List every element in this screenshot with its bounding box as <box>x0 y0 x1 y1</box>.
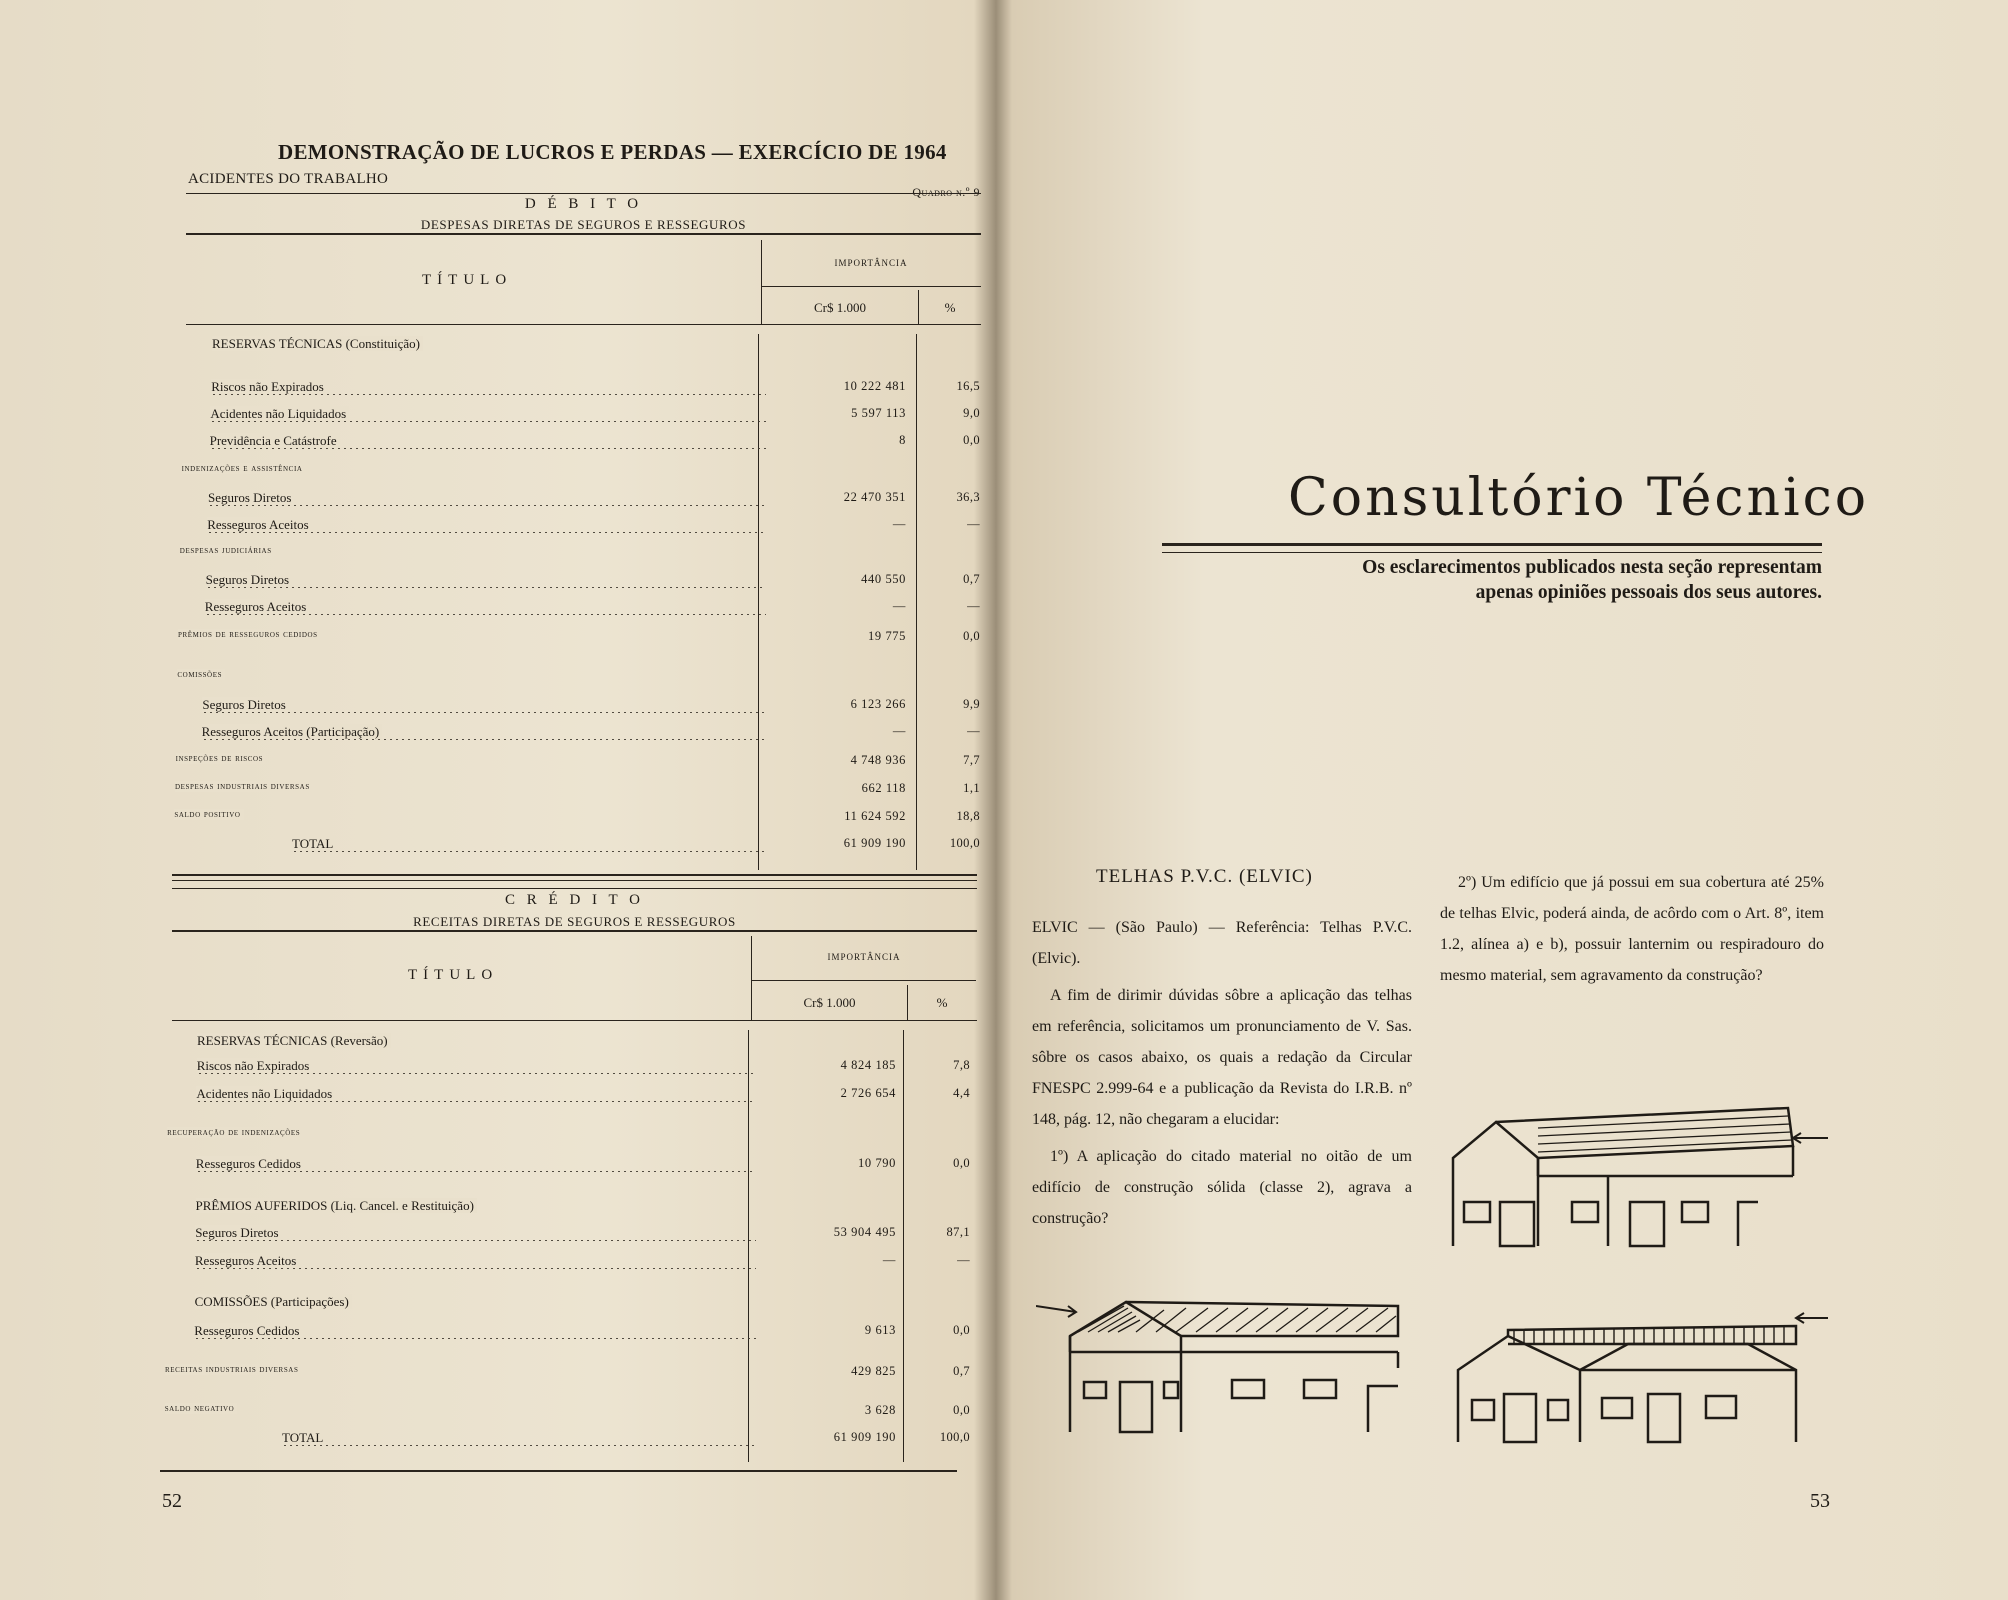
row-value: 2 726 654 <box>840 1086 896 1100</box>
row-value: 10 222 481 <box>843 379 906 393</box>
row-label <box>197 1033 756 1049</box>
table-row <box>0 1294 990 1314</box>
row-label-text: Resseguros Cedidos <box>194 1323 302 1338</box>
row-category-label <box>180 545 766 556</box>
row-percent: — <box>967 724 980 738</box>
table-row <box>0 836 990 856</box>
row-percent: 0,0 <box>953 1156 970 1170</box>
table-row <box>0 406 990 426</box>
row-percent: 1,1 <box>963 781 980 795</box>
table-row <box>0 379 990 399</box>
building-illustration-lantern <box>1448 1300 1828 1450</box>
row-percent: 100,0 <box>949 836 980 850</box>
row-value: 429 825 <box>851 1364 896 1378</box>
row-label <box>195 1253 756 1269</box>
row-value: 9 613 <box>864 1323 896 1337</box>
table-row <box>0 463 990 483</box>
row-value: 61 909 190 <box>843 836 906 850</box>
row-value: 11 624 592 <box>844 809 906 823</box>
row-value: 53 904 495 <box>833 1225 896 1239</box>
row-percent: 0,0 <box>963 629 980 643</box>
divider <box>186 233 981 235</box>
row-label-text: RESERVAS TÉCNICAS (Constituição) <box>212 336 423 351</box>
divider <box>172 880 977 881</box>
row-label <box>202 724 766 740</box>
row-value: — <box>892 517 906 531</box>
row-label <box>205 599 766 615</box>
row-percent: — <box>967 599 980 613</box>
left-page <box>0 0 990 1600</box>
divider <box>160 1470 957 1472</box>
row-label-text: receitas industriais diversas <box>165 1364 301 1375</box>
row-label-text: saldo negativo <box>165 1403 238 1414</box>
divider <box>172 888 977 889</box>
debit-col-percent: % <box>944 300 956 315</box>
row-value: — <box>892 599 906 613</box>
row-label <box>197 1058 756 1074</box>
row-category-label <box>182 463 766 474</box>
row-label <box>210 433 766 449</box>
table-row <box>0 1364 990 1384</box>
table-row <box>0 433 990 453</box>
row-value: 4 748 936 <box>850 753 906 767</box>
row-category-label <box>175 781 766 792</box>
table-row <box>0 781 990 801</box>
table-row <box>0 1403 990 1423</box>
row-label <box>212 336 766 352</box>
row-value: — <box>882 1253 896 1267</box>
debit-heading: D É B I T O <box>524 196 643 212</box>
table-row <box>0 1033 990 1053</box>
row-category-label <box>174 809 766 820</box>
row-percent: 4,4 <box>953 1086 970 1100</box>
row-label-text: Resseguros Cedidos <box>196 1156 304 1171</box>
row-percent: 100,0 <box>939 1430 970 1444</box>
row-label-text: COMISSÕES (Participações) <box>195 1294 352 1309</box>
row-label-text: Resseguros Aceitos <box>207 517 311 532</box>
row-label <box>202 697 766 713</box>
divider <box>172 1020 977 1021</box>
row-percent: 87,1 <box>946 1225 970 1239</box>
credit-col-percent: % <box>936 995 948 1010</box>
row-value: 8 <box>899 433 906 447</box>
table-subtitle: ACIDENTES DO TRABALHO <box>188 171 389 187</box>
table-row <box>0 753 990 773</box>
divider <box>186 324 981 325</box>
row-label <box>196 1198 757 1214</box>
row-percent: 9,0 <box>963 406 980 420</box>
row-category-label <box>165 1403 756 1414</box>
row-label-text: Seguros Diretos <box>206 572 292 587</box>
credit-subheading: RECEITAS DIRETAS DE SEGUROS E RESSEGUROS <box>413 914 736 929</box>
column2-paragraph-1: 2º) Um edifício que já possui em sua cobertura até 25% de telhas Elvic, poderá ainda, de acôrdo com o Art. 8º, item 1.2, alínea a) e b), possuir lanternim ou respiradouro do mesmo material, sem agravamento da construção? <box>1440 874 1824 984</box>
row-label <box>292 836 766 852</box>
row-label <box>196 1086 756 1102</box>
row-label <box>194 1323 756 1339</box>
credit-heading: C R É D I T O <box>505 892 644 908</box>
row-percent: 9,9 <box>963 697 980 711</box>
table-row <box>0 1198 990 1218</box>
row-label-text: saldo positivo <box>174 809 243 820</box>
row-percent: 0,0 <box>953 1403 970 1417</box>
divider <box>172 930 977 932</box>
table-row <box>0 599 990 619</box>
row-percent: 16,5 <box>956 379 980 393</box>
row-label-text: Seguros Diretos <box>208 490 294 505</box>
row-category-label <box>165 1364 756 1375</box>
table-row <box>0 1323 990 1343</box>
row-category-label <box>176 753 766 764</box>
row-label <box>211 379 766 395</box>
row-label <box>195 1225 756 1241</box>
row-label-text: despesas industriais diversas <box>175 781 313 792</box>
row-label-text: Riscos não Expirados <box>197 1058 313 1073</box>
divider <box>761 240 762 324</box>
row-label-text: Resseguros Aceitos <box>195 1253 299 1268</box>
row-label-text: Previdência e Catástrofe <box>210 433 340 448</box>
row-value: 4 824 185 <box>840 1058 896 1072</box>
row-label-text: Acidentes não Liquidados <box>210 406 349 421</box>
row-label-text: prêmios de resseguros cedidos <box>178 629 321 640</box>
divider <box>751 936 752 1020</box>
row-percent: — <box>957 1253 970 1267</box>
row-value: 5 597 113 <box>851 406 906 420</box>
row-value: 19 775 <box>868 629 906 643</box>
divider <box>752 980 976 981</box>
row-label-text: PRÊMIOS AUFERIDOS (Liq. Cancel. e Restituição) <box>196 1198 477 1213</box>
column1-paragraph-3: 1º) A aplicação do citado material no oitão de um edifício de construção sólida (classe 2), agrava a construção? <box>1032 1148 1412 1227</box>
roof-hatching <box>1078 1306 1396 1332</box>
page-number-left: 52 <box>162 1490 182 1512</box>
row-label <box>196 1156 756 1172</box>
table-row <box>0 669 990 689</box>
row-category-label <box>178 629 766 640</box>
row-label <box>207 517 766 533</box>
row-percent: 7,7 <box>963 753 980 767</box>
table-row <box>0 809 990 829</box>
row-label-text: inspeções de riscos <box>176 753 267 764</box>
credit-col-currency: Cr$ 1.000 <box>803 995 856 1010</box>
table-row <box>0 572 990 592</box>
quadro-label: Quadro n.º 9 <box>912 185 980 199</box>
table-row <box>0 517 990 537</box>
table-row <box>0 697 990 717</box>
row-label-text: Seguros Diretos <box>195 1225 281 1240</box>
debit-col-importance: IMPORTÂNCIA <box>834 258 908 268</box>
row-value: 6 123 266 <box>850 697 906 711</box>
row-category-label <box>167 1127 756 1138</box>
row-value: 10 790 <box>858 1156 896 1170</box>
divider <box>907 985 908 1020</box>
row-value: — <box>892 724 906 738</box>
credit-col-importance: IMPORTÂNCIA <box>827 952 901 962</box>
row-label-text: recuperação de indenizações <box>167 1127 303 1138</box>
row-label-text: comissões <box>177 669 225 680</box>
table-row <box>0 1058 990 1078</box>
row-label-text: TOTAL <box>282 1430 326 1445</box>
row-label-text: Seguros Diretos <box>202 697 288 712</box>
row-label-text: Acidentes não Liquidados <box>196 1086 335 1101</box>
title-rule <box>1162 543 1822 553</box>
row-value: 3 628 <box>864 1403 896 1417</box>
row-label-text: Resseguros Aceitos <box>205 599 309 614</box>
divider <box>762 286 981 287</box>
row-percent: 0,7 <box>963 572 980 586</box>
row-percent: 36,3 <box>956 490 980 504</box>
divider <box>186 193 981 194</box>
row-percent: 18,8 <box>956 809 980 823</box>
column1-paragraph-1: ELVIC — (São Paulo) — Referência: Telhas P.V.C. (Elvic). <box>1032 919 1412 967</box>
row-percent: 0,0 <box>963 433 980 447</box>
divider <box>918 290 919 324</box>
page-number-right: 53 <box>1810 1490 1830 1512</box>
building-illustration-gable <box>1036 1292 1416 1442</box>
table-row <box>0 629 990 649</box>
row-percent: 0,7 <box>953 1364 970 1378</box>
table-row <box>0 1086 990 1106</box>
table-row <box>0 1225 990 1245</box>
row-value: 440 550 <box>861 572 906 586</box>
building-illustration-roof-ridge <box>1448 1098 1828 1258</box>
table-row <box>0 1156 990 1176</box>
column1-paragraph-2: A fim de dirimir dúvidas sôbre a aplicação das telhas em referência, solicitamos um pronunciamento de V. Sas. sôbre os casos abaixo, os quais a redação da Circular FNESPC 2.999-64 e a publicação da Revista do I.R.B. nº 148, pág. 12, não chegaram a elucidar: <box>1032 987 1412 1128</box>
row-label-text: indenizações e assistência <box>182 463 306 474</box>
debit-col-currency: Cr$ 1.000 <box>814 300 866 315</box>
row-label-text: Resseguros Aceitos (Participação) <box>202 724 383 739</box>
section-title: Consultório Técnico <box>1288 468 1870 528</box>
row-percent: — <box>967 517 980 531</box>
row-category-label <box>177 669 766 680</box>
row-label <box>210 406 766 422</box>
row-label <box>282 1430 756 1446</box>
table-row <box>0 545 990 565</box>
row-label <box>195 1294 756 1310</box>
row-value: 22 470 351 <box>843 490 906 504</box>
table-row <box>0 724 990 744</box>
right-page <box>1000 0 2008 1600</box>
row-label-text: RESERVAS TÉCNICAS (Reversão) <box>197 1033 391 1048</box>
credit-col-title: TÍTULO <box>408 967 499 983</box>
debit-col-title: TÍTULO <box>422 272 513 288</box>
row-label-text: despesas judiciárias <box>180 545 275 556</box>
debit-subheading: DESPESAS DIRETAS DE SEGUROS E RESSEGUROS <box>420 217 747 232</box>
row-label <box>208 490 766 506</box>
row-label-text: Riscos não Expirados <box>211 379 327 394</box>
row-percent: 7,8 <box>953 1058 970 1072</box>
table-row <box>0 336 990 356</box>
table-row <box>0 490 990 510</box>
divider <box>172 874 977 876</box>
table-row <box>0 1253 990 1273</box>
table-row <box>0 1430 990 1450</box>
table-title: DEMONSTRAÇÃO DE LUCROS E PERDAS — EXERCÍCIO DE 1964 <box>278 140 947 164</box>
row-label-text: TOTAL <box>292 836 336 851</box>
article-column-1 <box>1032 912 1412 1240</box>
row-value: 662 118 <box>861 781 906 795</box>
row-percent: 0,0 <box>953 1323 970 1337</box>
section-disclaimer: Os esclarecimentos publicados nesta seção representam apenas opiniões pessoais dos seus autores. <box>1362 557 1822 603</box>
table-row <box>0 1127 990 1147</box>
article-title: TELHAS P.V.C. (ELVIC) <box>1096 866 1313 887</box>
article-column-2 <box>1440 867 1824 997</box>
row-label <box>206 572 766 588</box>
row-value: 61 909 190 <box>833 1430 896 1444</box>
